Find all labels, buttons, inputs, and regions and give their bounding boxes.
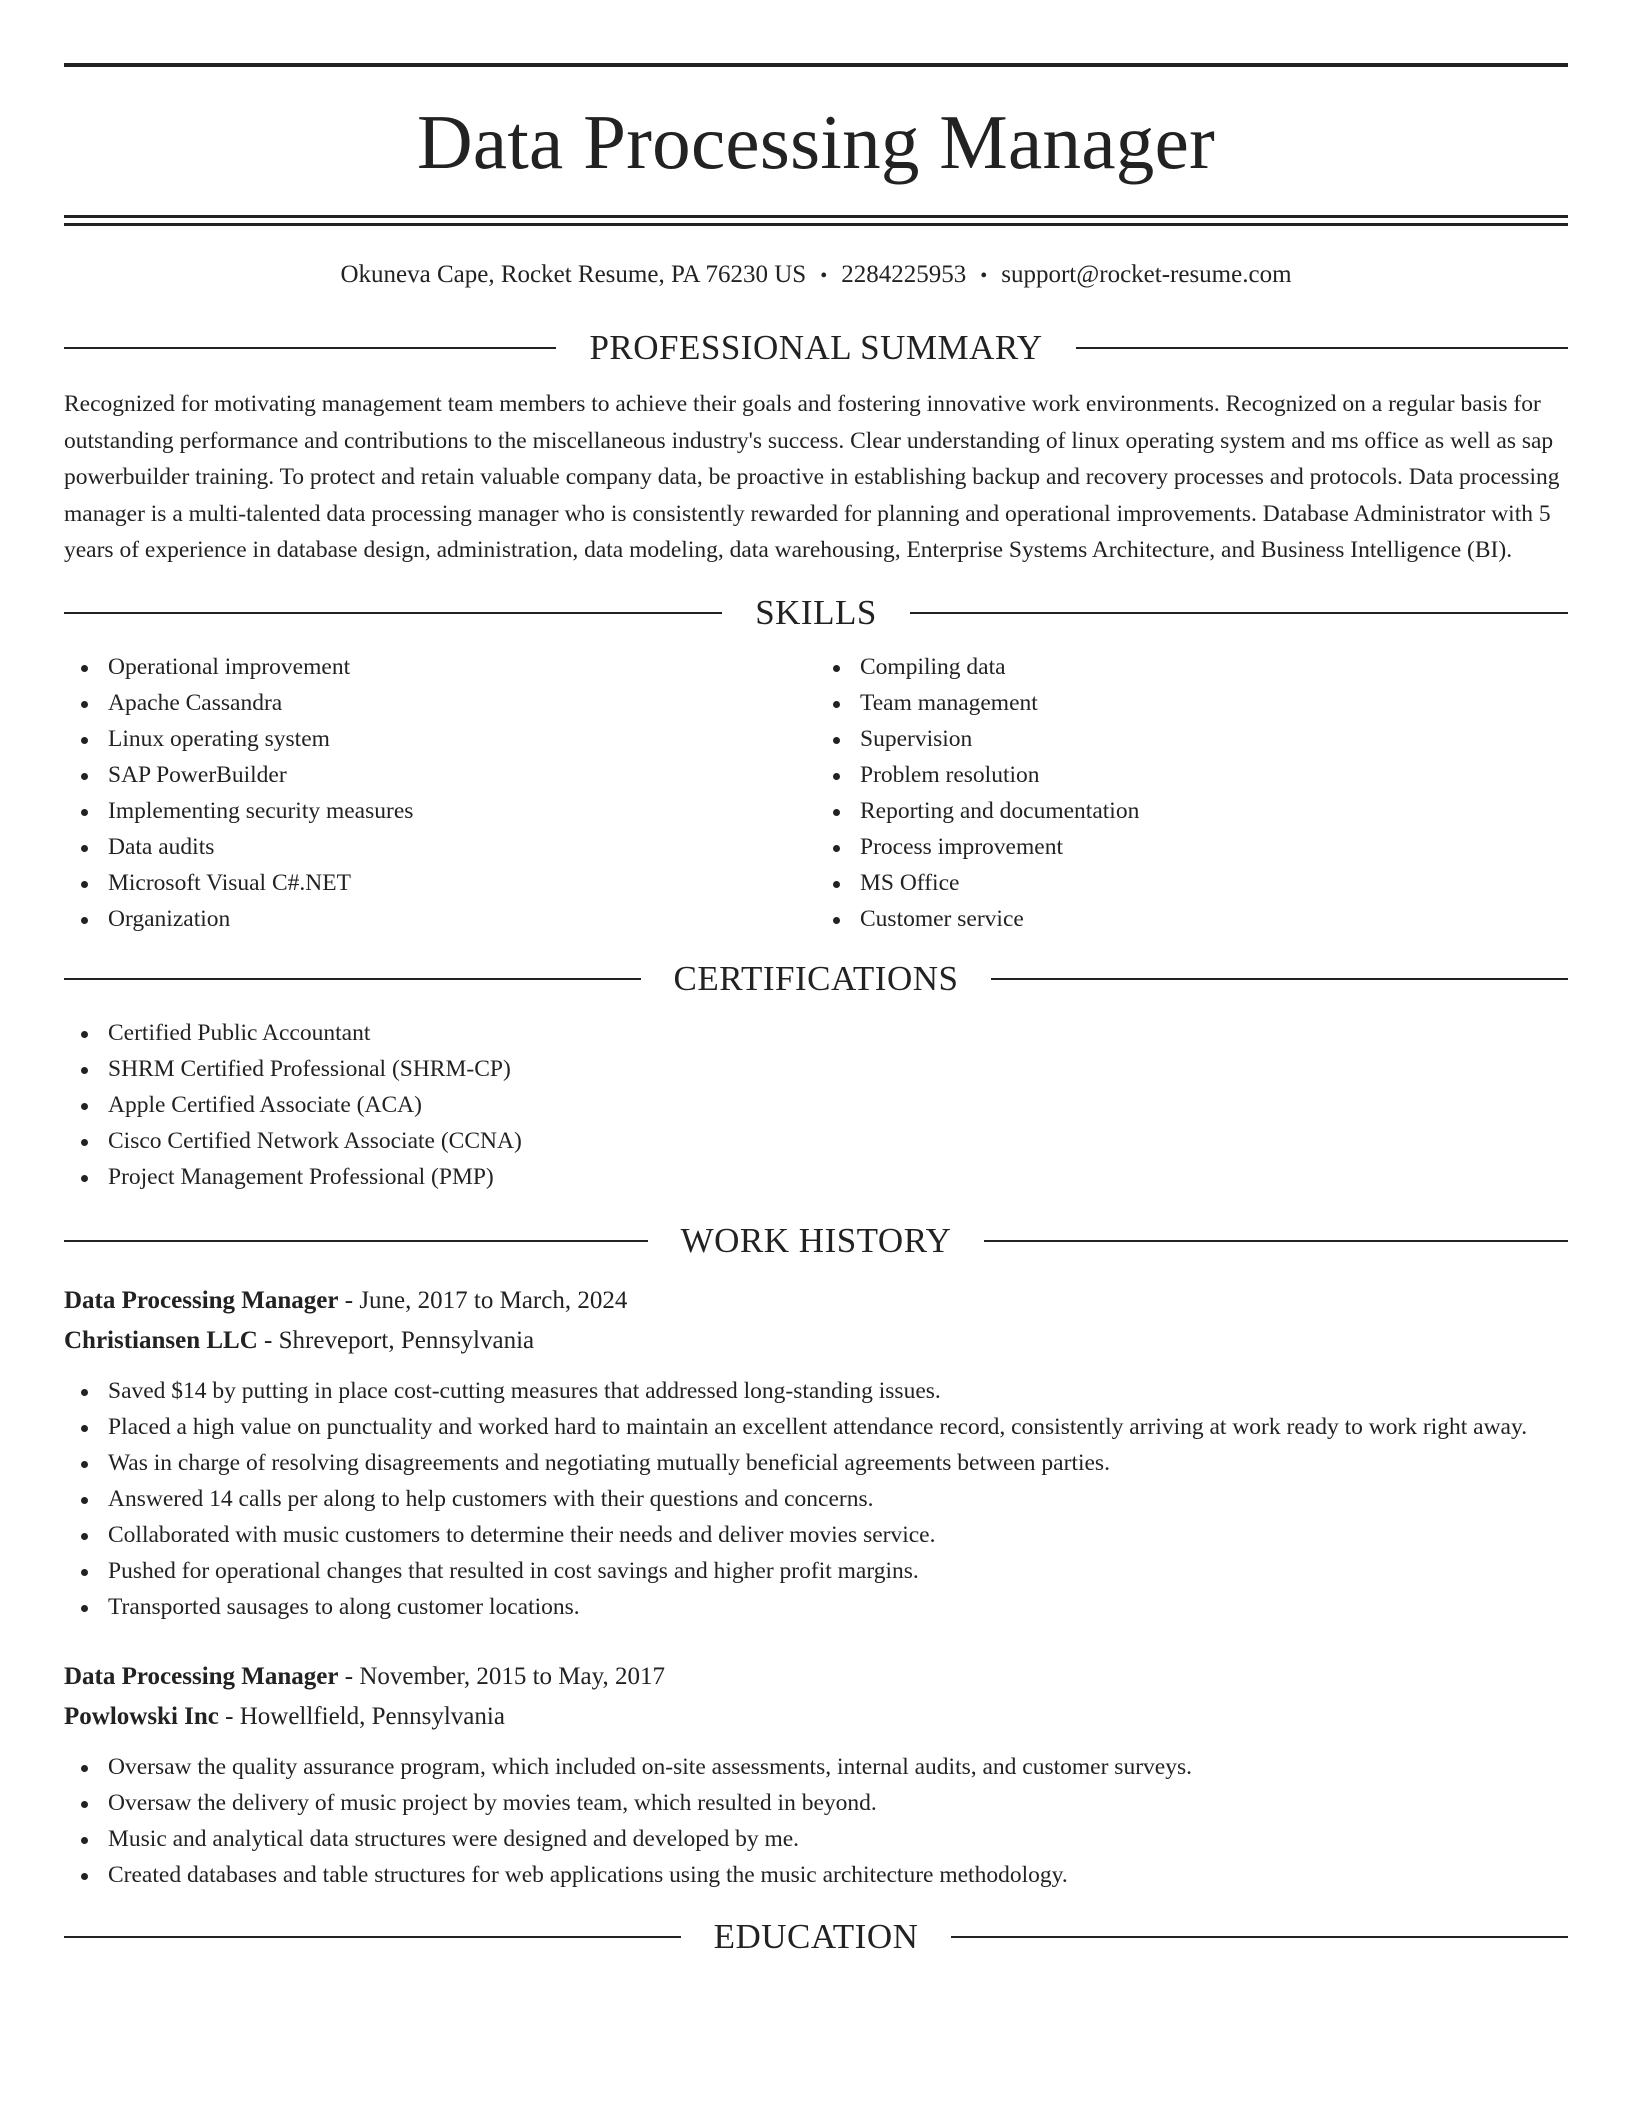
job-company-line (64, 1321, 1568, 1361)
contact-separator: • (980, 265, 988, 287)
job-bullet: Was in charge of resolving disagreements and negotiating mutually beneficial agreements between parties. (108, 1445, 1568, 1481)
certification-item: SHRM Certified Professional (SHRM-CP) (108, 1051, 1568, 1087)
skill-item: Apache Cassandra (108, 685, 816, 721)
certification-item: Apple Certified Associate (ACA) (108, 1087, 1568, 1123)
skill-item: Implementing security measures (108, 793, 816, 829)
job-dates: - November, 2015 to May, 2017 (338, 1662, 665, 1690)
job-bullet: Saved $14 by putting in place cost-cutting measures that addressed long-standing issues. (108, 1373, 1568, 1409)
job-bullet: Collaborated with music customers to determine their needs and deliver movies service. (108, 1517, 1568, 1553)
skill-item: Operational improvement (108, 649, 816, 685)
job-company: Christiansen LLC (64, 1326, 258, 1354)
job-bullet: Pushed for operational changes that resulted in cost savings and higher profit margins. (108, 1553, 1568, 1589)
section-header-skills (64, 591, 1568, 635)
header-top-rule (64, 63, 1568, 67)
job-location: - Howellfield, Pennsylvania (218, 1702, 505, 1730)
section-title-skills: SKILLS (755, 592, 877, 632)
job-title-line (64, 1657, 1568, 1697)
section-rule-left (64, 1936, 681, 1938)
skill-item: Compiling data (860, 649, 1568, 685)
section-rule-left (64, 612, 722, 614)
skill-item: Supervision (860, 721, 1568, 757)
section-rule-right (991, 978, 1568, 980)
skills-list-right (816, 649, 1568, 937)
section-title-summary: PROFESSIONAL SUMMARY (589, 328, 1043, 367)
summary-text: Recognized for motivating management team members to achieve their goals and fostering innovative work environments. Recognized on a regular basis for outstanding performance and contributions to the miscellaneous industry's success. Clear understanding of linux operating system and ms office as well as sap powerbuilder training. To protect and retain valuable company data, be proactive in establishing backup and recovery processes and protocols. Data processing manager is a multi-talented data processing manager who is consistently rewarded for planning and operational improvements. Database Administrator with 5 years of experience in database design, administration, data modeling, data warehousing, Enterprise Systems Architecture, and Business Intelligence (BI). (64, 391, 1560, 563)
job-bullet: Oversaw the quality assurance program, which included on-site assessments, internal audits, and customer surveys. (108, 1749, 1568, 1785)
contact-email: support@rocket-resume.com (1001, 261, 1292, 288)
contact-line (64, 259, 1568, 292)
section-rule-left (64, 347, 556, 349)
job-company-line (64, 1697, 1568, 1737)
section-header-work (64, 1219, 1568, 1263)
certification-item: Certified Public Accountant (108, 1015, 1568, 1051)
job-bullet: Created databases and table structures for web applications using the music architecture methodology. (108, 1857, 1568, 1893)
section-title-work: WORK HISTORY (680, 1220, 952, 1260)
job-bullets (64, 1373, 1568, 1625)
job-bullet: Answered 14 calls per along to help customers with their questions and concerns. (108, 1481, 1568, 1517)
job-title: Data Processing Manager (64, 1286, 339, 1314)
section-header-education (64, 1915, 1568, 1959)
section-rule-right (984, 1240, 1568, 1242)
contact-address: Okuneva Cape, Rocket Resume, PA 76230 US (340, 261, 807, 288)
skill-item: Process improvement (860, 829, 1568, 865)
skill-item: Data audits (108, 829, 816, 865)
skill-item: Customer service (860, 901, 1568, 937)
skill-item: Problem resolution (860, 757, 1568, 793)
section-rule-right (910, 612, 1568, 614)
skill-item: Reporting and documentation (860, 793, 1568, 829)
job-company: Powlowski Inc (64, 1702, 219, 1730)
section-header-certifications (64, 957, 1568, 1001)
section-rule-right (1076, 347, 1568, 349)
job-dates: - June, 2017 to March, 2024 (338, 1286, 628, 1314)
resume-page (64, 0, 1568, 1959)
section-rule-left (64, 1240, 648, 1242)
certification-item: Cisco Certified Network Associate (CCNA) (108, 1123, 1568, 1159)
skills-grid (64, 649, 1568, 937)
skill-item: Linux operating system (108, 721, 816, 757)
job-bullet: Placed a high value on punctuality and worked hard to maintain an excellent attendance record, consistently arriving at work ready to work right away. (108, 1409, 1568, 1445)
job-title-line (64, 1281, 1568, 1321)
skill-item: SAP PowerBuilder (108, 757, 816, 793)
section-title-education: EDUCATION (713, 1916, 919, 1956)
job-bullets (64, 1749, 1568, 1893)
job-title: Data Processing Manager (64, 1662, 339, 1690)
certification-item: Project Management Professional (PMP) (108, 1159, 1568, 1195)
skill-item: Team management (860, 685, 1568, 721)
job-bullet: Transported sausages to along customer locations. (108, 1589, 1568, 1625)
header-double-rule (64, 215, 1568, 226)
job-entry (64, 1657, 1568, 1893)
skill-item: Organization (108, 901, 816, 937)
section-rule-right (951, 1936, 1568, 1938)
job-bullet: Oversaw the delivery of music project by movies team, which resulted in beyond. (108, 1785, 1568, 1821)
skill-item: Microsoft Visual C#.NET (108, 865, 816, 901)
section-header-summary (64, 326, 1568, 370)
contact-separator: • (820, 265, 828, 287)
contact-phone: 2284225953 (841, 261, 967, 288)
certifications-list (64, 1015, 1568, 1195)
job-location: - Shreveport, Pennsylvania (257, 1326, 535, 1354)
resume-name: Data Processing Manager (416, 99, 1216, 185)
job-entry (64, 1281, 1568, 1625)
skill-item: MS Office (860, 865, 1568, 901)
skills-list-left (64, 649, 816, 937)
job-bullet: Music and analytical data structures were designed and developed by me. (108, 1821, 1568, 1857)
section-rule-left (64, 978, 641, 980)
section-title-certifications: CERTIFICATIONS (673, 958, 959, 998)
